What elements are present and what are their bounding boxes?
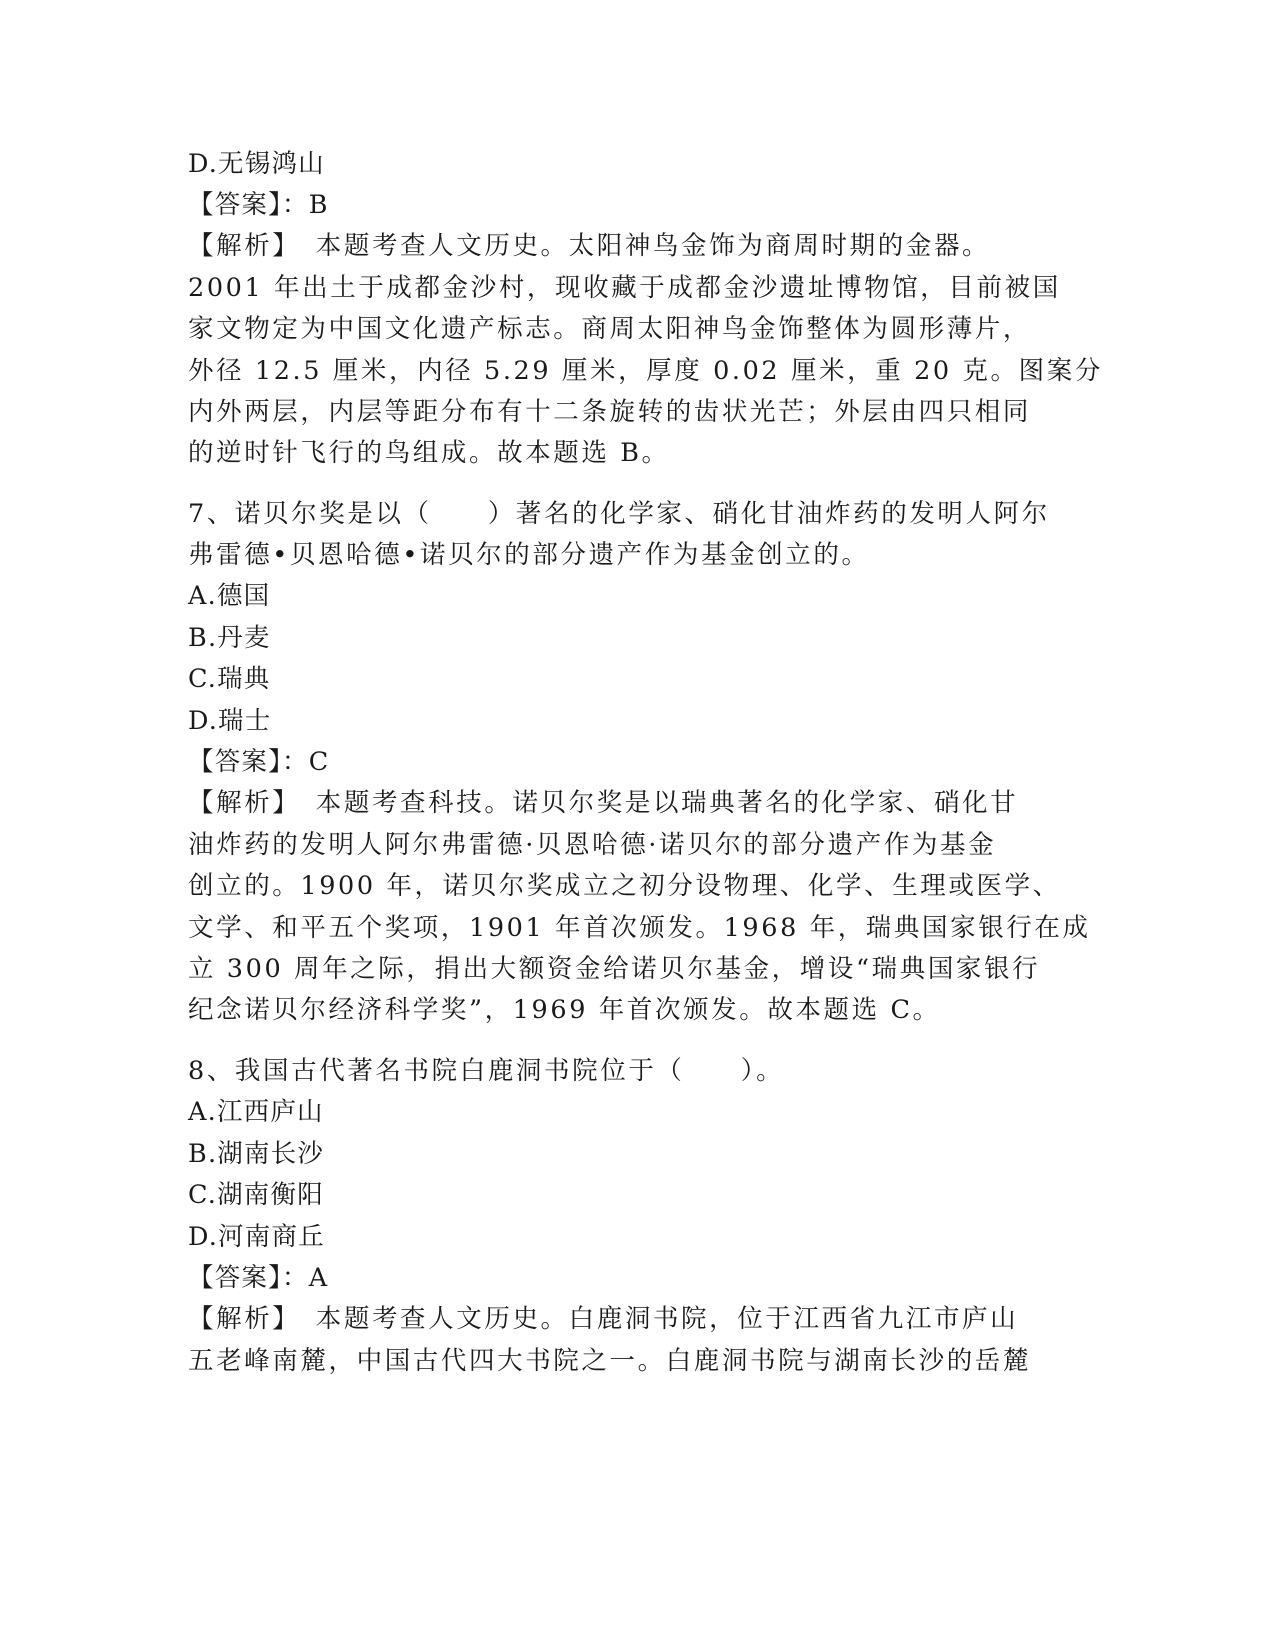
- q7-analysis-line-5: 立 300 周年之际，捐出大额资金给诺贝尔基金，增设“瑞典国家银行: [188, 954, 1041, 984]
- q6-option-d: D.无锡鸿山: [188, 149, 325, 179]
- q7-option-a: A.德国: [188, 581, 271, 611]
- q7-analysis-line-1: 【解析】 本题考查科技。诺贝尔奖是以瑞典著名的化学家、硝化甘: [188, 788, 1019, 818]
- q7-option-d: D.瑞士: [188, 706, 272, 736]
- q8-option-d: D.河南商丘: [188, 1222, 325, 1252]
- q6-analysis-line-5: 内外两层，内层等距分布有十二条旋转的齿状光芒；外层由四只相同: [188, 397, 1032, 427]
- q8-option-c: C.湖南衡阳: [188, 1180, 324, 1210]
- q7-stem-line-1: 7、诺贝尔奖是以（ ）著名的化学家、硝化甘油炸药的发明人阿尔: [188, 499, 1050, 529]
- q8-analysis-line-2: 五老峰南麓，中国古代四大书院之一。白鹿洞书院与湖南长沙的岳麓: [188, 1346, 1032, 1376]
- q7-stem-line-2: 弗雷德•贝恩哈德•诺贝尔的部分遗产作为基金创立的。: [188, 540, 870, 570]
- q8-option-b: B.湖南长沙: [188, 1139, 325, 1169]
- q6-analysis-line-1: 【解析】 本题考查人文历史。太阳神鸟金饰为商周时期的金器。: [188, 231, 991, 261]
- q7-answer: 【答案】：C: [188, 747, 330, 777]
- q7-analysis-line-2: 油炸药的发明人阿尔弗雷德·贝恩哈德·诺贝尔的部分遗产作为基金: [188, 830, 997, 860]
- q8-stem: 8、我国古代著名书院白鹿洞书院位于（ ）。: [188, 1056, 785, 1086]
- q7-analysis-line-6: 纪念诺贝尔经济科学奖”，1969 年首次颁发。故本题选 C。: [188, 995, 941, 1025]
- q8-analysis-line-1: 【解析】 本题考查人文历史。白鹿洞书院，位于江西省九江市庐山: [188, 1304, 1019, 1334]
- q8-option-a: A.江西庐山: [188, 1097, 324, 1127]
- q6-analysis-line-6: 的逆时针飞行的鸟组成。故本题选 B。: [188, 438, 670, 468]
- q6-analysis-line-4: 外径 12.5 厘米，内径 5.29 厘米，厚度 0.02 厘米，重 20 克。图案分: [188, 356, 1103, 386]
- q6-answer: 【答案】：B: [188, 190, 329, 220]
- q7-option-b: B.丹麦: [188, 623, 271, 653]
- q8-answer: 【答案】：A: [188, 1263, 329, 1293]
- q6-analysis-line-3: 家文物定为中国文化遗产标志。商周太阳神鸟金饰整体为圆形薄片，: [188, 314, 1032, 344]
- q6-analysis-line-2: 2001 年出土于成都金沙村，现收藏于成都金沙遗址博物馆，目前被国: [188, 273, 1061, 303]
- q7-analysis-line-3: 创立的。1900 年，诺贝尔奖成立之初分设物理、化学、生理或医学、: [188, 871, 1061, 901]
- q7-analysis-line-4: 文学、和平五个奖项，1901 年首次颁发。1968 年，瑞典国家银行在成: [188, 913, 1091, 943]
- q7-option-c: C.瑞典: [188, 664, 271, 694]
